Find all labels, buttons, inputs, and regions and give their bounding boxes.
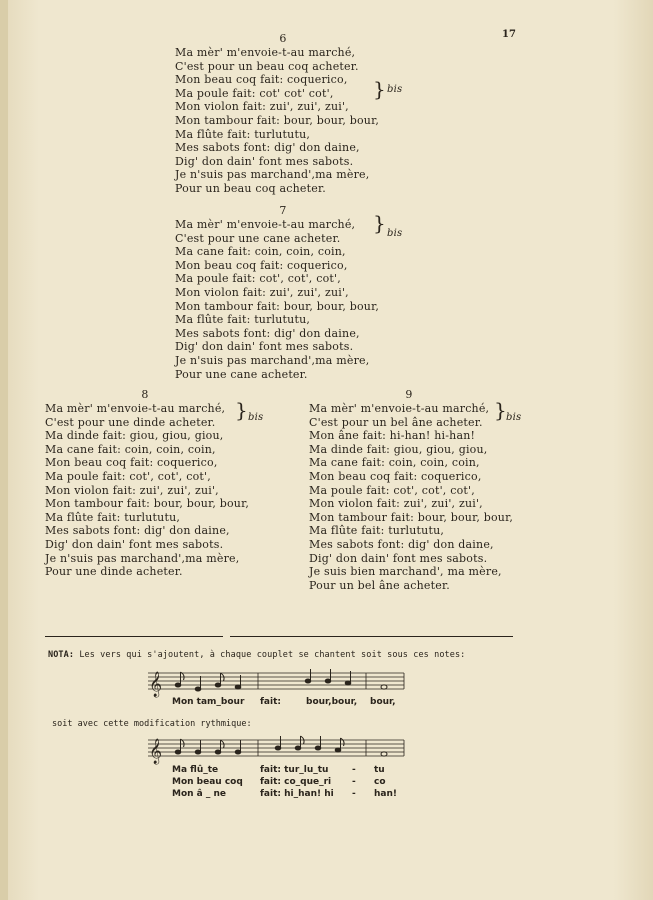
- staff2-lyric: fait: hi_han! hi: [260, 789, 334, 799]
- verse-number: 6: [279, 32, 287, 45]
- verse-number: 8: [141, 388, 149, 401]
- verse-line: Mon tambour fait: bour, bour, bour,: [309, 510, 514, 524]
- verse-7: [175, 204, 403, 381]
- bis-brace: }: [373, 77, 386, 101]
- verse-line: Ma dinde fait: giou, giou, giou,: [309, 442, 488, 456]
- verse-line: Ma poule fait: cot' cot' cot',: [175, 86, 334, 100]
- bis-brace: }: [494, 398, 507, 422]
- verse-line: Mon tambour fait: bour, bour, bour,: [175, 113, 380, 127]
- staff1-lyric: bour,: [370, 697, 396, 707]
- verse-line: Ma mèr' m'envoie-t-au marché,: [309, 402, 490, 415]
- bis-mark: bis: [387, 228, 403, 239]
- music-staff-2: [148, 732, 406, 766]
- verse-line: Ma flûte fait: turlututu,: [175, 313, 311, 327]
- verse-line: C'est pour une cane acheter.: [175, 231, 341, 245]
- nota-rule-right: [230, 636, 513, 637]
- staff2-lyric: Ma flû_te: [172, 765, 219, 775]
- verse-line: Ma cane fait: coin, coin, coin,: [45, 442, 216, 456]
- staff2-lyric: han!: [374, 789, 397, 799]
- nota-text: [48, 650, 465, 660]
- verse-line: Je suis bien marchand', ma mère,: [309, 565, 502, 579]
- verse-line: Pour un beau coq acheter.: [175, 181, 326, 195]
- staff1-lyric: Mon tam_bour: [172, 697, 245, 707]
- nota-rule-left: [45, 636, 223, 637]
- verse-line: Pour une dinde acheter.: [45, 565, 183, 579]
- verse-line: Mon violon fait: zui', zui', zui',: [45, 483, 219, 497]
- modification-text: soit avec cette modification rythmique:: [52, 719, 252, 729]
- staff2-lyric: -: [352, 789, 356, 799]
- verse-line: Pour une cane acheter.: [175, 367, 308, 381]
- verse-line: Dig' don dain' font mes sabots.: [45, 537, 224, 551]
- verse-line: Ma poule fait: cot', cot', cot',: [175, 272, 341, 286]
- verse-line: Mes sabots font: dig' don daine,: [309, 537, 494, 551]
- staff2-lyric: tu: [374, 765, 385, 775]
- staff1-lyric: fait:: [260, 697, 281, 707]
- verse-line: Dig' don dain' font mes sabots.: [309, 551, 488, 565]
- music-staff-1: [148, 665, 406, 699]
- verse-line: Je n'suis pas marchand',ma mère,: [175, 168, 370, 182]
- verse-9: [309, 388, 522, 592]
- staff1-lyric: bour,bour,: [306, 697, 358, 707]
- verse-line: Ma poule fait: cot', cot', cot',: [309, 483, 475, 497]
- verse-line: Pour un bel âne acheter.: [309, 578, 450, 592]
- treble-clef-icon: 𝄞: [149, 672, 163, 697]
- bis-brace: }: [235, 398, 248, 422]
- verse-line: Mon beau coq fait: coquerico,: [309, 469, 482, 483]
- verse-line: Mon beau coq fait: coquerico,: [175, 73, 348, 87]
- staff2-lyric: -: [352, 777, 356, 787]
- staff2-lyric: Mon beau coq: [172, 777, 243, 787]
- staff2-lyric: Mon â _ ne: [172, 789, 227, 799]
- staff2-lyric: fait: tur_lu_tu: [260, 765, 329, 775]
- verse-line: Mon violon fait: zui', zui', zui',: [175, 285, 349, 299]
- verse-line: Ma mèr' m'envoie-t-au marché,: [175, 46, 356, 59]
- verse-line: Ma cane fait: coin, coin, coin,: [175, 245, 346, 259]
- verse-line: Ma poule fait: cot', cot', cot',: [45, 469, 211, 483]
- verse-line: Mon violon fait: zui', zui', zui',: [309, 497, 483, 511]
- verse-line: Mes sabots font: dig' don daine,: [175, 326, 360, 340]
- page-spine: [0, 0, 8, 900]
- nota-sentence: Les vers qui s'ajoutent, à chaque couplet se chantent soit sous ces notes:: [79, 650, 466, 660]
- verse-line: Ma flûte fait: turlututu,: [309, 524, 445, 538]
- bis-brace: }: [373, 211, 386, 235]
- verse-line: Dig' don dain' font mes sabots.: [175, 340, 354, 354]
- bis-mark: bis: [248, 412, 264, 423]
- verse-number: 7: [279, 204, 287, 217]
- bis-mark: bis: [506, 412, 522, 423]
- verse-line: Mon violon fait: zui', zui', zui',: [175, 100, 349, 114]
- verse-line: Mes sabots font: dig' don daine,: [175, 141, 360, 155]
- verse-line: Ma flûte fait: turlututu,: [175, 127, 311, 141]
- staff2-lyric: fait: co_que_ri: [260, 777, 332, 787]
- verse-line: Mes sabots font: dig' don daine,: [45, 524, 230, 538]
- verse-line: Mon tambour fait: bour, bour, bour,: [175, 299, 380, 313]
- verse-line: Mon beau coq fait: coquerico,: [45, 456, 218, 470]
- bis-mark: bis: [387, 84, 403, 95]
- verse-6: [175, 32, 403, 196]
- treble-clef-icon: 𝄞: [149, 739, 163, 764]
- verse-line: Dig' don dain' font mes sabots.: [175, 154, 354, 168]
- verse-line: Ma cane fait: coin, coin, coin,: [309, 456, 480, 470]
- verse-line: Mon âne fait: hi-han! hi-han!: [309, 429, 476, 443]
- verse-line: Mon tambour fait: bour, bour, bour,: [45, 497, 250, 511]
- verse-line: Ma flûte fait: turlututu,: [45, 510, 181, 524]
- page-number: 17: [502, 29, 516, 40]
- verse-line: Je n'suis pas marchand',ma mère,: [175, 353, 370, 367]
- verse-line: Ma mèr' m'envoie-t-au marché,: [175, 218, 356, 231]
- verse-line: Je n'suis pas marchand',ma mère,: [45, 551, 240, 565]
- verse-number: 9: [405, 388, 413, 401]
- verse-line: C'est pour un bel âne acheter.: [309, 415, 483, 429]
- nota-label: NOTA:: [48, 650, 75, 660]
- verse-line: Mon beau coq fait: coquerico,: [175, 258, 348, 272]
- verse-8: [45, 388, 264, 579]
- verse-line: Ma mèr' m'envoie-t-au marché,: [45, 402, 226, 415]
- staff2-lyric: co: [374, 777, 386, 787]
- verse-line: Ma dinde fait: giou, giou, giou,: [45, 429, 224, 443]
- verse-line: C'est pour un beau coq acheter.: [175, 59, 359, 73]
- verse-line: C'est pour une dinde acheter.: [45, 415, 216, 429]
- staff2-lyric: -: [352, 765, 356, 775]
